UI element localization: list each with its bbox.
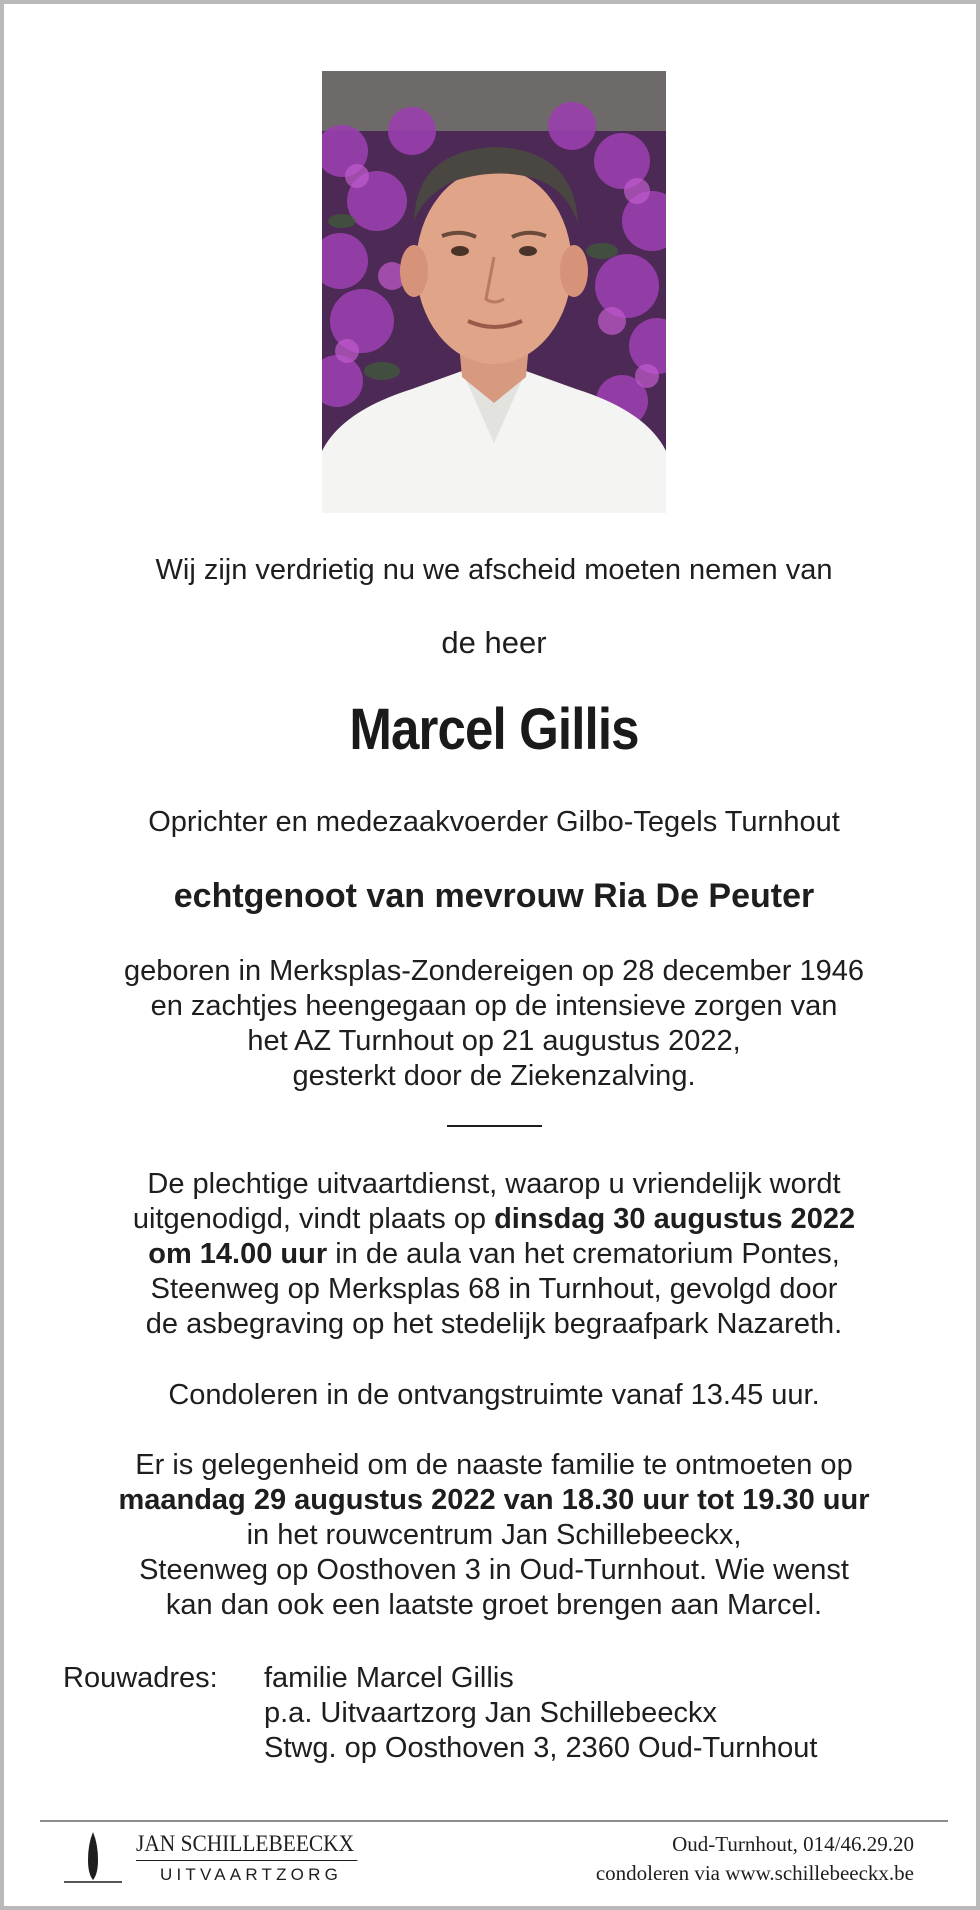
meeting-line-4: Steenweg op Oosthoven 3 in Oud-Turnhout. Wie wenst (139, 1554, 849, 1586)
address-line-1: familie Marcel Gillis (264, 1662, 514, 1694)
portrait-illustration (322, 71, 666, 513)
birth-line: geboren in Merksplas-Zondereigen op 28 december 1946 (124, 955, 864, 987)
address-line-2: p.a. Uitvaartzorg Jan Schillebeeckx (264, 1697, 717, 1729)
funeral-home-subtitle: UITVAARTZORG (160, 1865, 343, 1884)
service-line-5: de asbegraving op het stedelijk begraafpark Nazareth. (145, 1308, 843, 1340)
footer-divider (40, 1820, 948, 1822)
service-paragraph (4, 1167, 980, 1342)
address-line-3: Stwg. op Oosthoven 3, 2360 Oud-Turnhout (264, 1732, 818, 1764)
funeral-home-logo (136, 1830, 374, 1886)
service-date: dinsdag 30 augustus 2022 (494, 1203, 856, 1235)
meeting-paragraph (4, 1448, 980, 1623)
meeting-line-5: kan dan ook een laatste groet brengen aan Marcel. (165, 1589, 823, 1621)
meeting-line-3: in het rouwcentrum Jan Schillebeeckx, (246, 1519, 742, 1551)
honorific: de heer (441, 625, 547, 660)
spouse-line: echtgenoot van mevrouw Ria De Peuter (173, 877, 815, 915)
meeting-datetime (4, 1483, 980, 1518)
sacrament-line: gesterkt door de Ziekenzalving. (292, 1060, 696, 1092)
birth-death-paragraph (4, 954, 980, 1094)
footer-website: condoleren via www.schillebeeckx.be (595, 1861, 914, 1885)
divider-rule (447, 1125, 542, 1127)
funeral-home-name: JAN SCHILLEBEECKX (136, 1830, 357, 1861)
meeting-line-1: Er is gelegenheid om de naaste familie te ontmoeten op (135, 1449, 853, 1481)
footer-contact (596, 1830, 914, 1888)
death-place-line: het AZ Turnhout op 21 augustus 2022, (247, 1025, 741, 1057)
address-label: Rouwadres: (63, 1662, 218, 1694)
service-line-2-text: uitgenodigd, vindt plaats op (132, 1203, 495, 1235)
service-line-4: Steenweg op Merksplas 68 in Turnhout, gevolgd door (150, 1273, 838, 1305)
cypress-tree-icon (64, 1830, 122, 1886)
service-time: om 14.00 uur (148, 1238, 328, 1270)
deceased-name: Marcel Gillis (349, 697, 639, 762)
address-lines (264, 1661, 818, 1766)
portrait-photo (322, 71, 666, 513)
service-line-2 (4, 1202, 980, 1237)
intro-text: Wij zijn verdrietig nu we afscheid moeten nemen van (155, 554, 833, 586)
deceased-role: Oprichter en medezaakvoerder Gilbo-Tegels Turnhout (148, 806, 840, 838)
footer-phone: Oud-Turnhout, 014/46.29.20 (672, 1832, 914, 1856)
service-line-1: De plechtige uitvaartdienst, waarop u vriendelijk wordt (147, 1168, 841, 1200)
meeting-datetime-text: maandag 29 augustus 2022 van 18.30 uur tot 19.30 uur (118, 1484, 870, 1516)
service-line-3-text: in de aula van het crematorium Pontes, (327, 1238, 840, 1270)
condolences-text: Condoleren in de ontvangstruimte vanaf 13.45 uur. (168, 1379, 820, 1411)
death-line: en zachtjes heengegaan op de intensieve zorgen van (150, 990, 838, 1022)
service-line-3 (4, 1237, 980, 1272)
